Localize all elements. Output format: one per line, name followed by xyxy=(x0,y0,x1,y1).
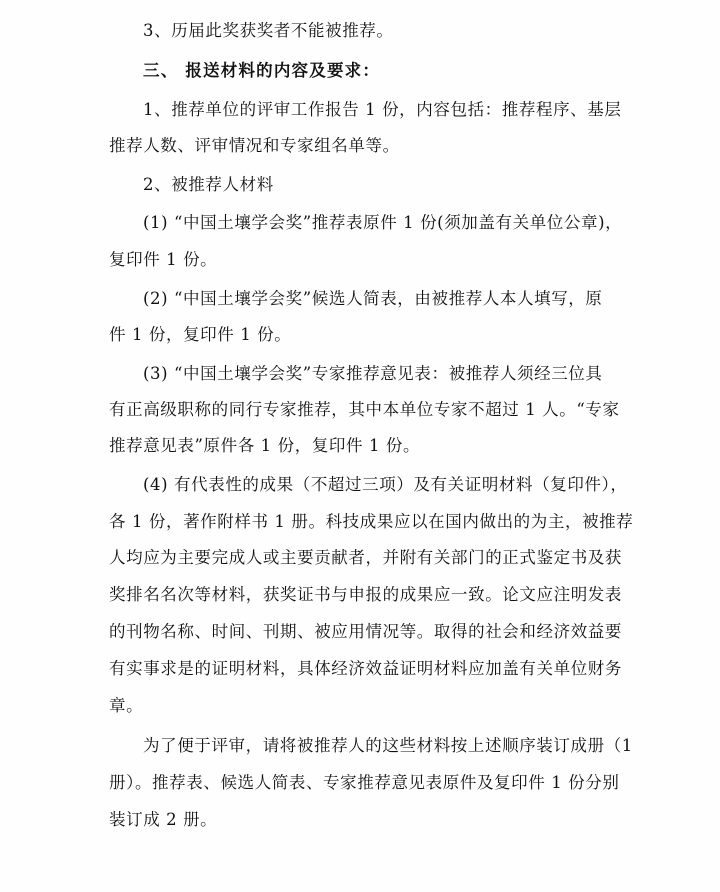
sub-2-line-2: 件 1 份，复印件 1 份。 xyxy=(109,325,292,344)
sub-1-line-2: 复印件 1 份。 xyxy=(109,250,218,269)
para-2-text: 2、被推荐人材料 xyxy=(143,175,274,194)
sub-4-line-6: 有实事求是的证明材料，具体经济效益证明材料应加盖有关单位财务 xyxy=(109,659,622,678)
final-para-line-3: 装订成 2 册。 xyxy=(109,810,218,829)
sub-4-line-5: 的刊物名称、时间、刊期、被应用情况等。取得的社会和经济效益要 xyxy=(109,622,622,641)
sub-4-line-7: 章。 xyxy=(109,696,144,715)
sub-4-line-1: (4) 有代表性的成果（不超过三项）及有关证明材料（复印件）， xyxy=(143,475,628,494)
section-3-heading: 三、 报送材料的内容及要求： xyxy=(143,61,381,80)
para-1-line-2: 推荐人数、评审情况和专家组名单等。 xyxy=(109,136,400,155)
sub-2-line-1: (2) “中国土壤学会奖”候选人简表，由被推荐人本人填写，原 xyxy=(143,289,603,308)
sub-3-line-3: 推荐意见表”原件各 1 份，复印件 1 份。 xyxy=(109,436,421,455)
item-3-text: 3、历届此奖获奖者不能被推荐。 xyxy=(143,21,394,40)
sub-4-line-3: 人均应为主要完成人或主要贡献者，并附有关部门的正式鉴定书及获 xyxy=(109,548,622,567)
final-para-line-2: 册）。推荐表、候选人简表、专家推荐意见表原件及复印件 1 份分别 xyxy=(109,773,620,792)
sub-4-line-4: 奖排名名次等材料，获奖证书与申报的成果应一致。论文应注明发表 xyxy=(109,585,622,604)
sub-4-line-2: 各 1 份，著作附样书 1 册。科技成果应以在国内做出的为主，被推荐 xyxy=(109,512,634,531)
sub-3-line-1: (3) “中国土壤学会奖”专家推荐意见表：被推荐人须经三位具 xyxy=(143,364,603,383)
final-para-line-1: 为了便于评审，请将被推荐人的这些材料按上述顺序装订成册（1 xyxy=(143,736,633,755)
para-1-line-1: 1、推荐单位的评审工作报告 1 份，内容包括：推荐程序、基层 xyxy=(143,100,622,119)
sub-3-line-2: 有正高级职称的同行专家推荐，其中本单位专家不超过 1 人。“专家 xyxy=(109,400,620,419)
sub-1-line-1: (1) “中国土壤学会奖”推荐表原件 1 份(须加盖有关单位公章)， xyxy=(143,213,623,232)
